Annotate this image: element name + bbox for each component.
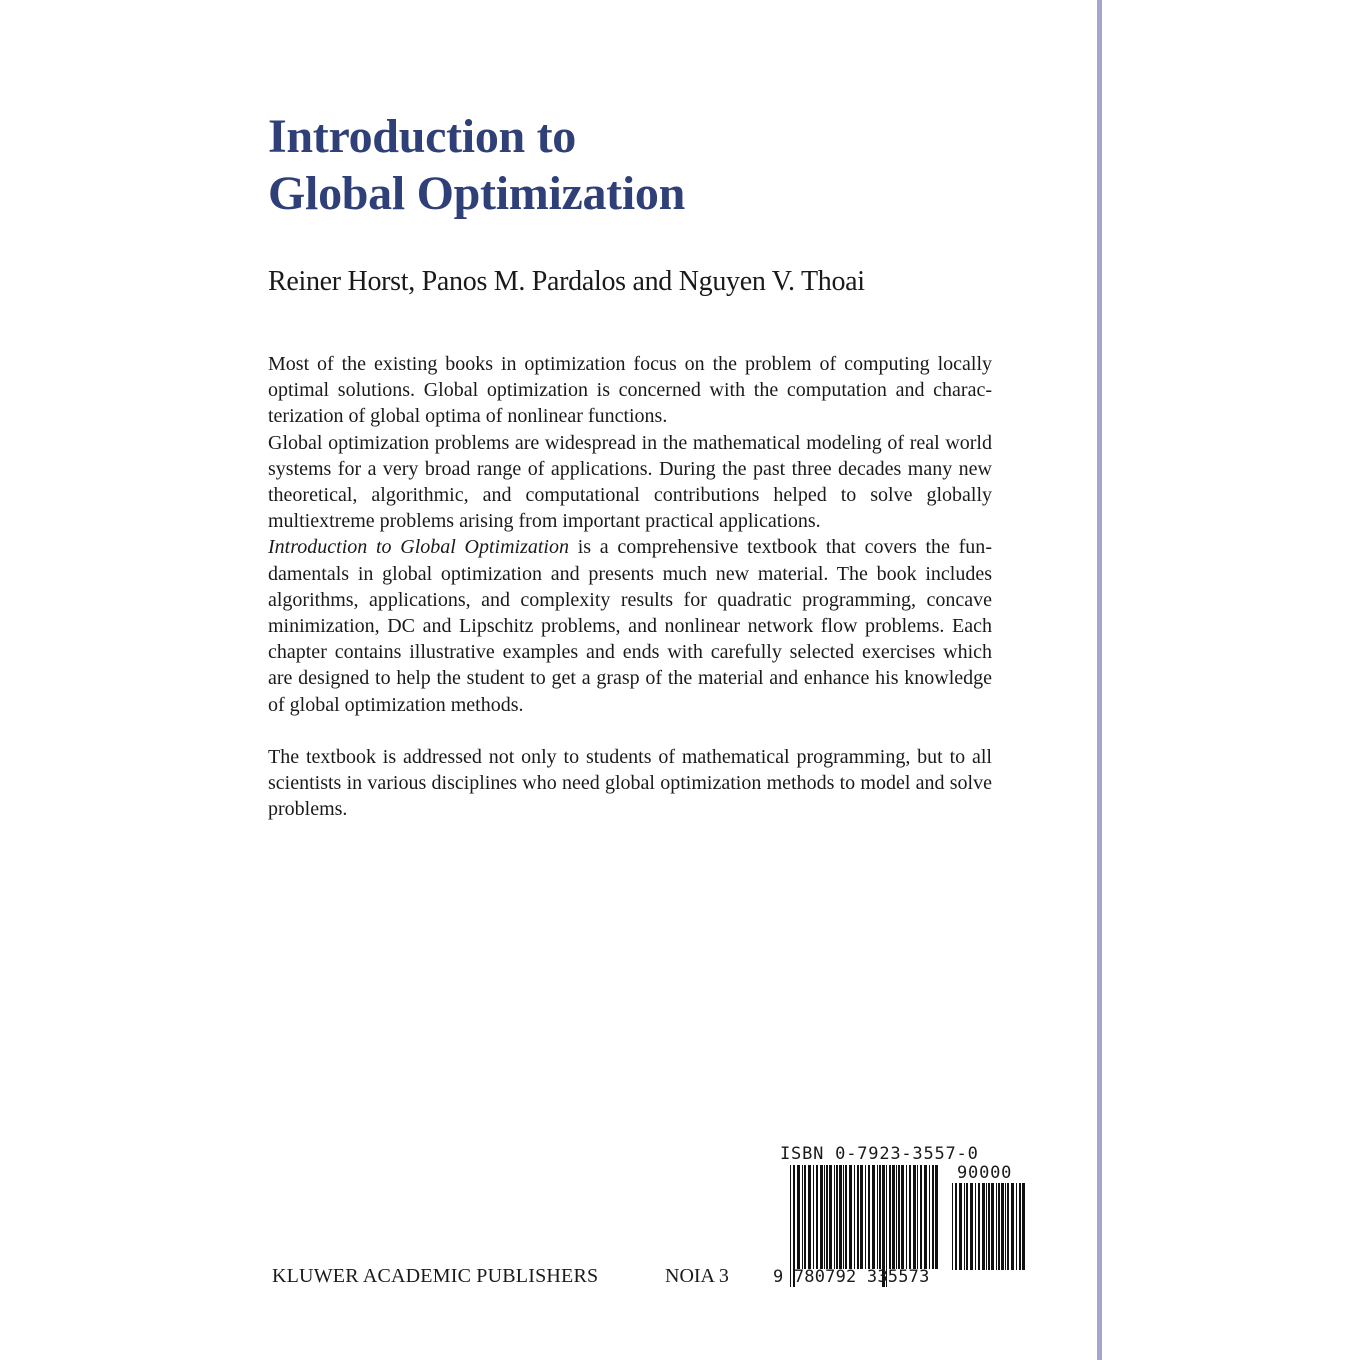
barcode-bar	[889, 1165, 891, 1269]
barcode-bar	[964, 1183, 965, 1270]
barcode-bar	[843, 1165, 844, 1269]
barcode-bar	[906, 1165, 907, 1269]
barcode-bar	[896, 1165, 897, 1269]
barcode-bar	[808, 1165, 811, 1269]
barcode-bar	[829, 1165, 832, 1269]
barcode-bar	[834, 1165, 835, 1269]
barcode-bar	[935, 1165, 938, 1269]
barcode-bar	[804, 1165, 806, 1269]
price-barcode-image	[952, 1183, 1027, 1270]
barcode-bar	[966, 1183, 968, 1270]
barcode-bar	[1001, 1183, 1004, 1270]
barcode-bar	[991, 1183, 994, 1270]
barcode-bar	[826, 1165, 828, 1269]
ean-digits: 9 780792 335573	[773, 1267, 930, 1287]
barcode-bar	[917, 1165, 918, 1269]
barcode-bar	[820, 1165, 823, 1269]
barcode-bar	[975, 1183, 976, 1270]
barcode-bar	[920, 1165, 922, 1269]
barcode-bar	[909, 1165, 911, 1269]
barcode-bar	[1007, 1183, 1009, 1270]
barcode-bar	[988, 1183, 990, 1270]
barcode-bar	[1019, 1183, 1021, 1270]
publisher-name: KLUWER ACADEMIC PUBLISHERS	[272, 1265, 599, 1287]
description-book-title: Introduction to Global Optimization	[268, 536, 569, 559]
book-description	[268, 351, 992, 822]
barcode-bar	[836, 1165, 838, 1269]
description-paragraph-3	[268, 534, 992, 717]
book-title-line-1: Introduction to	[268, 110, 576, 163]
barcode-bar	[955, 1183, 957, 1270]
isbn-label: ISBN 0-7923-3557-0	[780, 1144, 979, 1164]
barcode-bar	[1011, 1183, 1014, 1270]
barcode-bar	[959, 1183, 962, 1270]
barcode-bar	[813, 1165, 814, 1269]
barcode-bar	[816, 1165, 818, 1269]
book-title-line-2: Global Optimization	[268, 167, 685, 220]
barcode-bar	[1022, 1183, 1025, 1270]
barcode-bar	[932, 1165, 934, 1269]
barcode-bar	[797, 1165, 800, 1269]
barcode-bar	[879, 1165, 881, 1269]
barcode-bar	[970, 1183, 973, 1270]
barcode-bar	[868, 1165, 870, 1269]
barcode-bar	[978, 1183, 980, 1270]
barcode-bar	[892, 1165, 895, 1269]
barcode-bar	[877, 1165, 878, 1269]
book-authors: Reiner Horst, Panos M. Pardalos and Nguyen V. Thoai	[268, 266, 865, 297]
barcode-bar	[1005, 1183, 1006, 1270]
barcode-bar	[802, 1165, 803, 1269]
barcode-bar	[824, 1165, 825, 1269]
book-title	[268, 108, 685, 222]
barcode-bar	[924, 1165, 927, 1269]
barcode-bar	[1016, 1183, 1017, 1270]
barcode-bar	[996, 1183, 997, 1270]
series-code: NOIA 3	[665, 1265, 729, 1287]
spine-stripe	[1097, 0, 1102, 1360]
barcode-bar	[998, 1183, 1000, 1270]
description-paragraph-3-text: is a comprehensive textbook that covers the fundamentals in global optimization and presents much new material. The book includes algorithms, applications, and complexity results for quadratic programming, concave minimization, DC and Lipschitz problems, and nonlinear network flow problems. Each chapter contains illustrative examples and ends with carefully selected exercises which are designed to help the student to get a grasp of the material and enhance his knowledge of global optimization methods.	[268, 536, 992, 716]
barcode-bar	[901, 1165, 904, 1269]
barcode-bar	[986, 1183, 987, 1270]
barcode-bar	[857, 1165, 859, 1269]
barcode-bar	[849, 1165, 852, 1269]
description-paragraph-1: Most of the existing books in optimization focus on the problem of computing locally optimal solutions. Global optimization is concerned with the computation and characterization of global optima of nonlinear functions.	[268, 353, 992, 428]
barcode-bar	[872, 1165, 875, 1269]
barcode-bar	[952, 1183, 953, 1270]
description-paragraph-4: The textbook is addressed not only to students of mathematical programming, but to all scientists in various disciplines who need global optimization methods to model and solve problems.	[268, 745, 992, 821]
barcode-bar	[854, 1165, 855, 1269]
barcode-bar	[845, 1165, 847, 1269]
barcode-bar	[913, 1165, 916, 1269]
barcode-bar	[865, 1165, 866, 1269]
barcode-bar	[929, 1165, 930, 1269]
price-code: 90000	[957, 1163, 1013, 1183]
barcode-bar	[898, 1165, 900, 1269]
barcode-bar	[860, 1165, 863, 1269]
barcode-bar	[982, 1183, 985, 1270]
description-paragraph-2: Global optimization problems are widespread in the mathematical modeling of real world systems for a very broad range of applications. During the past three decades many new theoretical, algorithmic, and computational contributions helped to solve globally multiextreme problems arising from important practical applications.	[268, 431, 992, 533]
barcode-bar	[839, 1165, 842, 1269]
